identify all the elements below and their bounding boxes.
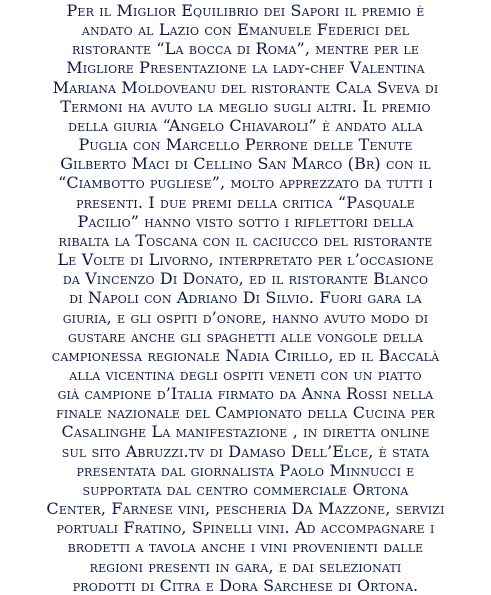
text-line-13: ribalta la Toscana con il caciucco del ristorante (58, 230, 433, 250)
text-line-26: supportata dal centro commerciale Ortona (82, 479, 409, 499)
text-line-11: presenti. I due premi della critica “Pasquale (76, 192, 415, 212)
text-line-27: Center, Farnese vini, pescheria Da Mazzone, servizi (46, 499, 445, 519)
text-line-22: finale nazionale del Campionato della Cucina per (56, 403, 435, 423)
text-line-20: alla vicentina degli ospiti veneti con un piatto (69, 364, 422, 384)
text-line-4: Migliore Presentazione la lady-chef Valentina (66, 58, 425, 78)
text-line-5: Mariana Moldoveanu del ristorante Cala Sveva di (52, 77, 439, 97)
text-line-31: prodotti di Citra e Dora Sarchese di Ortona. (72, 575, 419, 595)
text-line-8: Puglia con Marcello Perrone delle Tenute (78, 135, 413, 155)
text-line-24: sul sito Abruzzi.tv di Damaso Dell’Elce, è stata (61, 441, 430, 461)
text-line-1: Per il Miglior Equilibrio dei Sapori il premio è (66, 1, 425, 20)
text-line-28: portuali Fratino, Spinelli vini. Ad accompagnare i (56, 518, 435, 538)
text-line-29: brodetti a tavola anche i vini provenienti dalle (67, 537, 424, 557)
text-line-15: da Vincenzo Di Donato, ed il ristorante Blanco (62, 269, 429, 289)
text-line-3: ristorante “La bocca di Roma”, mentre per le (71, 39, 420, 59)
text-line-19: campionessa regionale Nadia Cirillo, ed il Baccalà (51, 345, 440, 365)
text-line-7: della giuria “Angelo Chiavaroli” è andato alla (68, 115, 423, 135)
text-line-21: già campione d’Italia firmato da Anna Rossi nella (57, 384, 434, 404)
text-line-10: “Ciambotto pugliese”, molto apprezzato da tutti i (58, 173, 433, 193)
text-line-6: Termoni ha avuto la meglio sugli altri. Il premio (60, 96, 431, 116)
text-line-18: gustare anche gli spaghetti alle vongole della (67, 326, 424, 346)
text-line-16: di Napoli con Adriano Di Silvio. Fuori gara la (69, 288, 422, 308)
text-line-12: Pacilio” hanno visto sotto i riflettori della (77, 211, 414, 231)
text-line-9: Gilberto Maci di Cellino San Marco (Br) con il (60, 154, 431, 174)
text-line-25: presentata dal giornalista Paolo Minnucci e (76, 460, 415, 480)
text-line-30: regioni presenti in gara, e dai selezionati (89, 556, 402, 576)
text-line-2: andato al Lazio con Emanuele Federici del (81, 20, 410, 40)
text-line-17: giuria, e gli ospiti d’onore, hanno avuto modo di (62, 307, 429, 327)
text-line-23: Casalinghe La manifestazione , in diretta online (61, 422, 430, 442)
text-line-14: Le Volte di Livorno, interpretato per l’occasione (57, 250, 434, 270)
